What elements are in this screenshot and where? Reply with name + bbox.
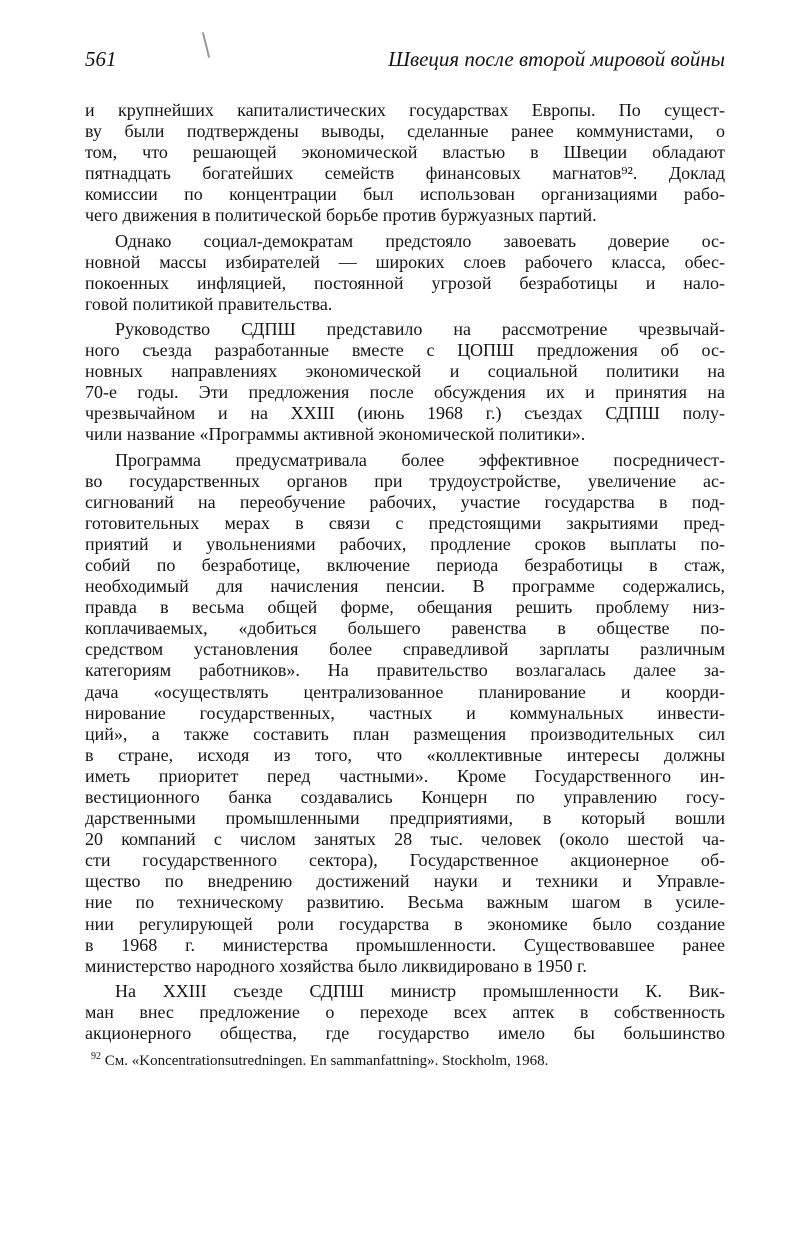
text-line: нирование государственных, частных и коммунальных инвести- bbox=[85, 702, 725, 723]
text-line: дарственными промышленными предприятиями, в который вошли bbox=[85, 808, 725, 829]
text-line: собий по безработице, включение периода безработицы в стаж, bbox=[85, 554, 725, 575]
text-line: правда в весьма общей форме, обещания решить проблему низ- bbox=[85, 597, 725, 618]
text-line: Программа предусматривала более эффективное посредничест- bbox=[115, 449, 725, 470]
paragraph bbox=[85, 100, 725, 227]
text-line: средством установления более справедливой зарплаты различным bbox=[85, 639, 725, 660]
text-line: ние по техническому развитию. Весьма важным шагом в усиле- bbox=[85, 892, 725, 913]
text-line: ман внес предложение о переходе всех аптек в собственность bbox=[85, 1001, 725, 1022]
text-line: ций», а также составить план размещения производительных сил bbox=[85, 723, 725, 744]
page-number: 561 bbox=[85, 47, 117, 71]
text-line: во государственных органов при трудоустройстве, увеличение ас- bbox=[85, 470, 725, 491]
text-line: категориям работников». На правительство возлагалась далее за- bbox=[85, 660, 725, 681]
text-line: готовительных мерах в связи с предстоящими закрытиями пред- bbox=[85, 512, 725, 533]
text-line: приятий и увольнениями рабочих, продление сроков выплаты по- bbox=[85, 533, 725, 554]
text-line: вестиционного банка создавались Концерн по управлению госу- bbox=[85, 787, 725, 807]
text-line: Однако социал-демократам предстояло завоевать доверие ос- bbox=[115, 230, 725, 251]
text-line: чили название «Программы активной экономической политики». bbox=[85, 424, 586, 445]
text-line: комиссии по концентрации был использован организациями рабо- bbox=[85, 184, 725, 205]
text-line: том, что решающей экономической властью в Швеции обладают bbox=[85, 142, 725, 163]
text-line: в стране, исходя из того, что «коллективные интересы должны bbox=[85, 744, 725, 765]
text-line: говой политикой правительства. bbox=[85, 293, 333, 314]
paragraph bbox=[85, 319, 725, 446]
text-line: покоенных инфляцией, постоянной угрозой безработицы и нало- bbox=[85, 272, 725, 293]
text-line: ву были подтверждены выводы, сделанные ранее коммунистами, о bbox=[85, 121, 725, 142]
text-line: в 1968 г. министерства промышленности. Существовавшее ранее bbox=[85, 934, 725, 955]
text-line: нии регулирующей роли государства в экономике было создание bbox=[85, 913, 725, 934]
text-line: и крупнейших капиталистических государствах Европы. По сущест- bbox=[85, 100, 725, 120]
text-line: На XXIII съезде СДПШ министр промышленности К. Вик- bbox=[115, 980, 725, 1001]
text-line: коплачиваемых, «добиться большего равенства в обществе по- bbox=[85, 618, 725, 639]
text-line: пятнадцать богатейших семейств финансовых магнатов⁹². Доклад bbox=[85, 163, 725, 184]
text-line: ного съезда разработанные вместе с ЦОПШ предложения об ос- bbox=[85, 340, 725, 361]
footnote-text: См. «Koncentrationsutredningen. En sammanfattning». Stockholm, 1968. bbox=[104, 1053, 549, 1070]
book-page bbox=[85, 44, 725, 1071]
paragraph bbox=[85, 981, 725, 1044]
text-line: необходимый для начисления пенсии. В программе содержались, bbox=[85, 576, 725, 597]
text-line: щество по внедрению достижений науки и техники и Управле- bbox=[85, 871, 725, 892]
text-line: акционерного общества, где государство имело бы большинство bbox=[85, 1023, 725, 1044]
text-line: 20 компаний с числом занятых 28 тыс. человек (около шестой ча- bbox=[85, 829, 725, 850]
text-line: чего движения в политической борьбе против буржуазных партий. bbox=[85, 205, 597, 226]
running-title: Швеция после второй мировой войны bbox=[388, 47, 725, 71]
paragraph bbox=[85, 450, 725, 977]
text-line: сигнований на переобучение рабочих, участие государства в под- bbox=[85, 491, 725, 512]
text-line: чрезвычайном и на XXIII (июнь 1968 г.) съездах СДПШ полу- bbox=[85, 403, 725, 424]
paragraph bbox=[85, 231, 725, 315]
body-text bbox=[85, 100, 725, 1044]
text-line: Руководство СДПШ представило на рассмотрение чрезвычай- bbox=[115, 318, 725, 339]
text-line: дача «осуществлять централизованное планирование и коорди- bbox=[85, 681, 725, 702]
text-line: сти государственного сектора), Государственное акционерное об- bbox=[85, 850, 725, 871]
running-header bbox=[85, 44, 725, 74]
text-line: министерство народного хозяйства было ликвидировано в 1950 г. bbox=[85, 955, 587, 976]
footnote-marker: 92 bbox=[91, 1051, 101, 1063]
text-line: 70-е годы. Эти предложения после обсуждения их и принятия на bbox=[85, 382, 725, 403]
text-line: иметь приоритет перед частными». Кроме Государственного ин- bbox=[85, 765, 725, 786]
text-line: новной массы избирателей — широких слоев рабочего класса, обес- bbox=[85, 251, 725, 272]
footnote bbox=[85, 1052, 725, 1071]
text-line: новных направлениях экономической и социальной политики на bbox=[85, 361, 725, 382]
